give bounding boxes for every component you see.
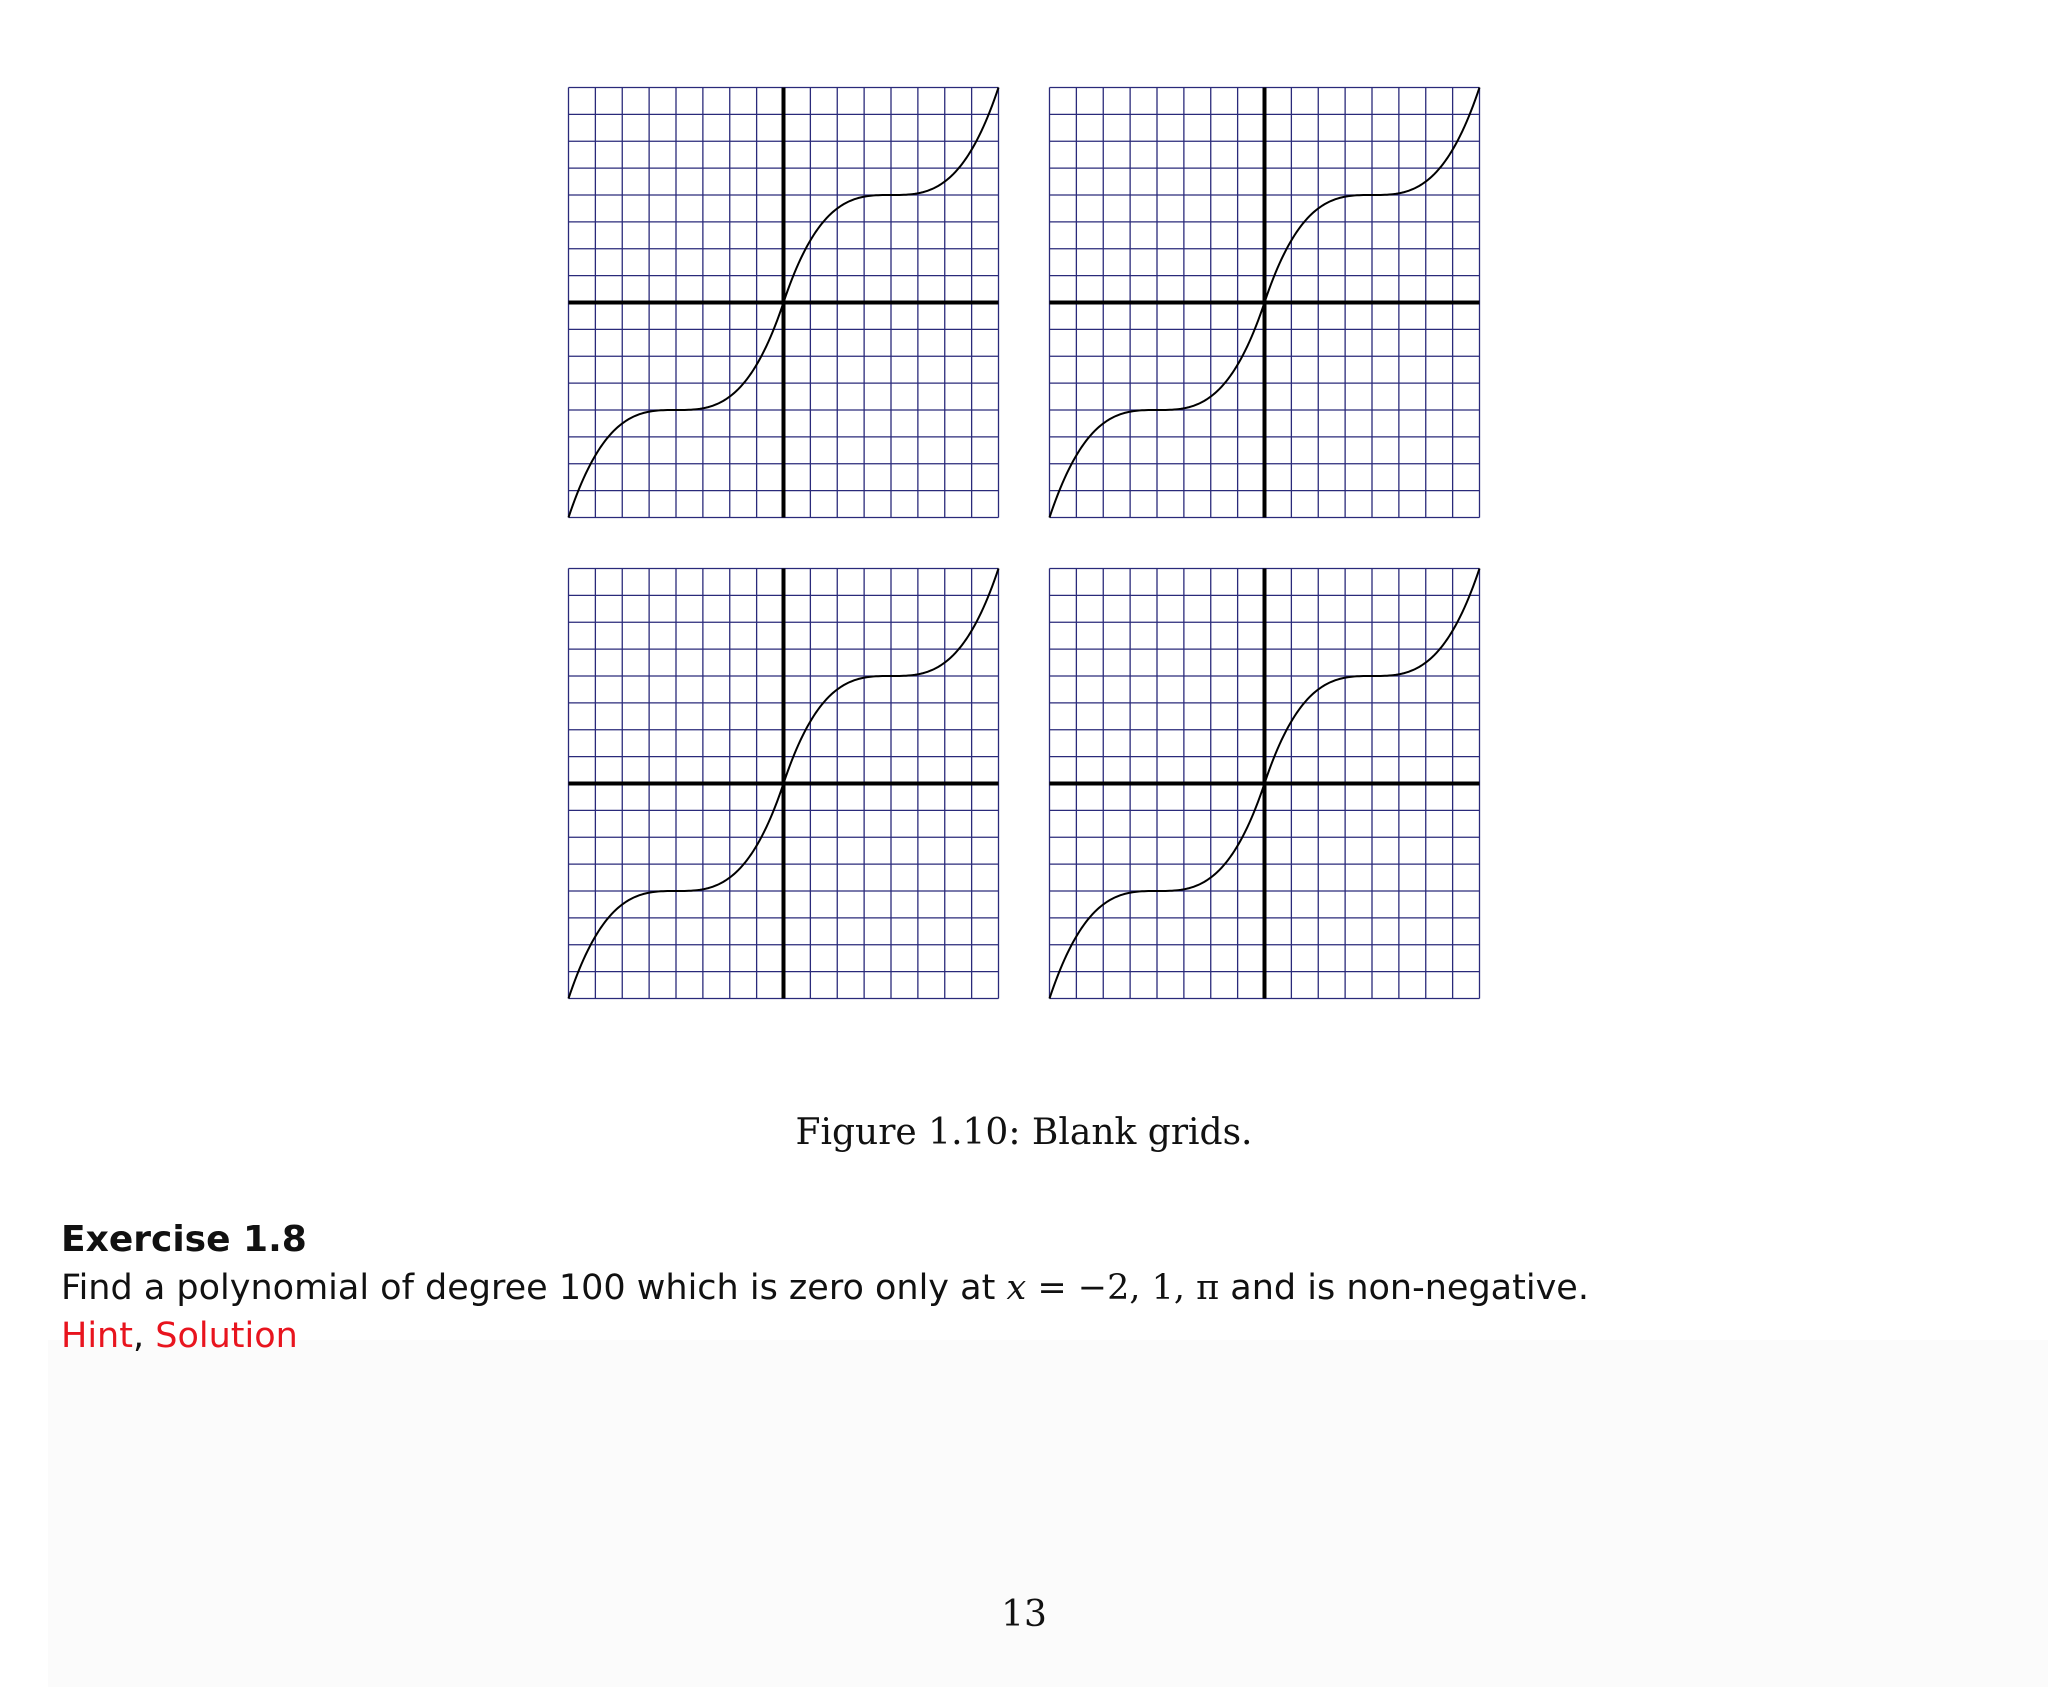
figure-caption: Figure 1.10: Blank grids. [795, 1112, 1253, 1153]
statement-text-before: Find a polynomial of degree 100 which is zero only at [61, 1268, 1007, 1308]
grid-svg [567, 567, 1000, 1000]
exercise-statement [61, 1264, 2021, 1312]
exercise-title: Exercise 1.8 [61, 1219, 307, 1260]
grid-panel-bottom-left [567, 567, 1000, 1000]
grid-svg [1048, 567, 1481, 1000]
hint-link[interactable]: Hint [61, 1316, 133, 1356]
grid-panel-top-left [567, 86, 1000, 519]
grid-svg [1048, 86, 1481, 519]
exercise-block [61, 1216, 2021, 1360]
page-number: 13 [1001, 1594, 1047, 1635]
exercise-links [61, 1312, 2021, 1360]
link-separator: , [132, 1316, 145, 1356]
math-values: = −2, 1, π [1026, 1268, 1220, 1308]
grid-panel-bottom-right [1048, 567, 1481, 1000]
grid-svg [567, 86, 1000, 519]
solution-link[interactable]: Solution [155, 1316, 298, 1356]
statement-math [1006, 1268, 1219, 1308]
math-variable: x [1006, 1268, 1027, 1308]
grid-panel-top-right [1048, 86, 1481, 519]
statement-text-after: and is non-negative. [1219, 1268, 1589, 1308]
figure-grids [567, 86, 1481, 1002]
